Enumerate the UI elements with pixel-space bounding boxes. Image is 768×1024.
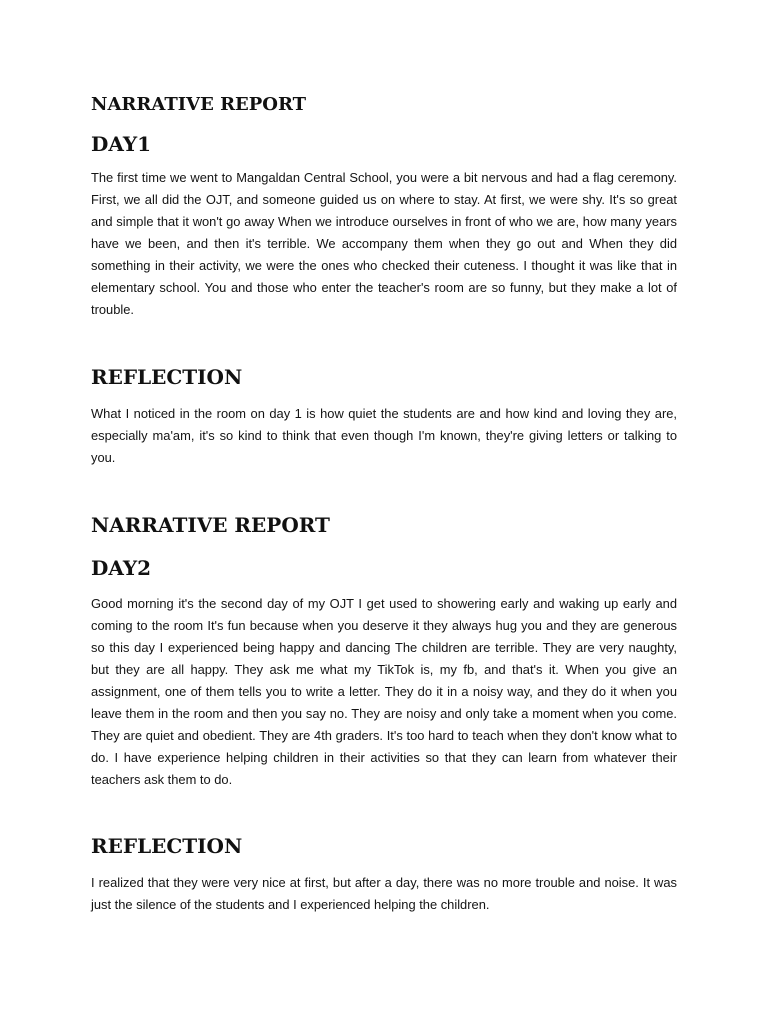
reflection-heading-1: REFLECTION: [91, 365, 243, 389]
narrative-report-heading-2: NARRATIVE REPORT: [91, 513, 330, 537]
narrative-report-heading-1: NARRATIVE REPORT: [91, 94, 307, 115]
reflection-heading-2: REFLECTION: [91, 834, 243, 858]
reflection-day-1-text: What I noticed in the room on day 1 is how quiet the students are and how kind and loving they are, especially ma'am, it's so kind to think that even though I'm known, they're giving letters or talking to you.: [91, 406, 677, 465]
narrative-report-day-1-text: The first time we went to Mangaldan Central School, you were a bit nervous and had a flag ceremony. First, we all did the OJT, and someone guided us on where to stay. At first, we were shy. It's so great and simple that it won't go away When we introduce ourselves in front of who we are, how many years have we been, and then it's terrible. We accompany them when they go out and When they did something in their activity, we were the ones who checked their cuteness. I thought it was like that in elementary school. You and those who enter the teacher's room are so funny, but they make a lot of trouble.: [91, 170, 677, 317]
narrative-report-day-2-text: Good morning it's the second day of my OJT I get used to showering early and waking up early and coming to the room It's fun because when you deserve it they always hug you and they are generous so this day I experienced being happy and dancing The children are terrible. They are very naughty, but they are all happy. They ask me what my TikTok is, my fb, and that's it. When you give an assignment, one of them tells you to write a letter. They do it in a noisy way, and they do it when you leave them in the room and then you say no. They are noisy and only take a moment when you come. They are quiet and obedient. They are 4th graders. It's too hard to teach when they don't know what to do. I have experience helping children in their activities so that they can learn from whatever their teachers ask them to do.: [91, 596, 677, 787]
day-2-heading: DAY2: [91, 556, 152, 580]
reflection-day-2-text: I realized that they were very nice at first, but after a day, there was no more trouble and noise. It was just the silence of the students and I experienced helping the children.: [91, 875, 677, 912]
day-1-heading: DAY1: [91, 132, 152, 156]
